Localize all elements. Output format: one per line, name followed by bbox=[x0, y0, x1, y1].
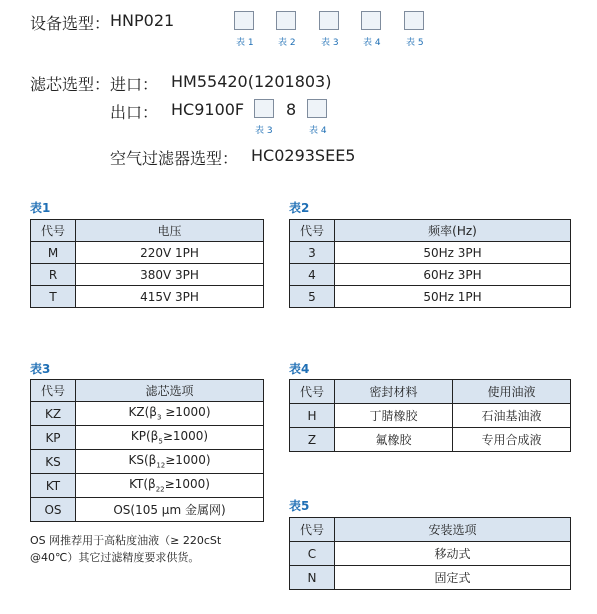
table2-box-label: 表 2 bbox=[278, 38, 296, 48]
value-cell: $KT(\beta_{22}\ge 1000)$ bbox=[76, 474, 264, 498]
table5-title: 表5 bbox=[289, 499, 310, 513]
value-cell: 专用合成液 bbox=[453, 428, 571, 452]
table-row bbox=[31, 450, 264, 474]
table-row bbox=[290, 566, 571, 590]
header-frequency: 频率(Hz) bbox=[335, 220, 571, 242]
table1-box-label: 表 1 bbox=[236, 38, 254, 48]
code-cell: T bbox=[31, 286, 76, 308]
value-cell: 石油基油液 bbox=[453, 404, 571, 428]
air-filter-model: HC0293SEE5 bbox=[251, 146, 356, 165]
code-cell: C bbox=[290, 542, 335, 566]
table3-note bbox=[30, 532, 221, 566]
table-row bbox=[290, 404, 571, 428]
code-cell: KS bbox=[31, 450, 76, 474]
filter-selection-label: 滤芯选型： bbox=[30, 75, 111, 94]
outlet-table4-box-label: 表 4 bbox=[309, 126, 327, 136]
table-row bbox=[290, 242, 571, 264]
table5-installation bbox=[289, 517, 571, 590]
value-cell: 60Hz 3PH bbox=[335, 264, 571, 286]
code-cell: 3 bbox=[290, 242, 335, 264]
value-cell: 丁腈橡胶 bbox=[335, 404, 453, 428]
value-cell: 固定式 bbox=[335, 566, 571, 590]
table4-option-box[interactable] bbox=[361, 11, 381, 30]
outlet-model: HC9100F bbox=[171, 100, 245, 119]
air-filter-label: 空气过滤器选型： bbox=[110, 149, 239, 168]
outlet-table3-box-label: 表 3 bbox=[255, 126, 273, 136]
header-install-option: 安装选项 bbox=[335, 518, 571, 542]
code-cell: N bbox=[290, 566, 335, 590]
value-cell: 50Hz 1PH bbox=[335, 286, 571, 308]
code-cell: M bbox=[31, 242, 76, 264]
table1-option-box[interactable] bbox=[234, 11, 254, 30]
table-row bbox=[31, 474, 264, 498]
table-header-row bbox=[290, 380, 571, 404]
value-cell: 氟橡胶 bbox=[335, 428, 453, 452]
table-header-row bbox=[31, 380, 264, 402]
table2-title: 表2 bbox=[289, 201, 310, 215]
table4-box-label: 表 4 bbox=[363, 38, 381, 48]
outlet-table4-box[interactable] bbox=[307, 99, 327, 118]
inlet-model: HM55420(1201803) bbox=[171, 72, 332, 91]
outlet-label: 出口： bbox=[110, 103, 159, 122]
code-cell: H bbox=[290, 404, 335, 428]
table1-voltage bbox=[30, 219, 264, 308]
header-seal-material: 密封材料 bbox=[335, 380, 453, 404]
value-cell: 415V 3PH bbox=[76, 286, 264, 308]
table5-box-label: 表 5 bbox=[406, 38, 424, 48]
code-cell: 5 bbox=[290, 286, 335, 308]
value-cell: 移动式 bbox=[335, 542, 571, 566]
value-cell: $KZ(\beta_3 \ge 1000)$ bbox=[76, 402, 264, 426]
code-cell: KT bbox=[31, 474, 76, 498]
code-cell: KZ bbox=[31, 402, 76, 426]
table3-option-box[interactable] bbox=[319, 11, 339, 30]
table5-option-box[interactable] bbox=[404, 11, 424, 30]
header-code: 代号 bbox=[290, 380, 335, 404]
code-cell: Z bbox=[290, 428, 335, 452]
value-cell: OS(105 μm 金属网) bbox=[76, 498, 264, 522]
outlet-table3-box[interactable] bbox=[254, 99, 274, 118]
header-oil: 使用油液 bbox=[453, 380, 571, 404]
table-header-row bbox=[31, 220, 264, 242]
outlet-mid-digit: 8 bbox=[286, 100, 297, 119]
table-row bbox=[31, 426, 264, 450]
table4-seal-material bbox=[289, 379, 571, 452]
table-row bbox=[290, 264, 571, 286]
table-row bbox=[31, 264, 264, 286]
table4-title: 表4 bbox=[289, 362, 310, 376]
device-selection-label: 设备选型： bbox=[30, 14, 111, 33]
value-cell: 380V 3PH bbox=[76, 264, 264, 286]
table-row bbox=[31, 402, 264, 426]
table2-option-box[interactable] bbox=[276, 11, 296, 30]
header-voltage: 电压 bbox=[76, 220, 264, 242]
note-line: OS 网推荐用于高粘度油液（≥ 220cSt bbox=[30, 534, 222, 547]
table3-box-label: 表 3 bbox=[321, 38, 339, 48]
table-row bbox=[31, 498, 264, 522]
table-row bbox=[290, 286, 571, 308]
table2-frequency bbox=[289, 219, 571, 308]
table-header-row bbox=[290, 518, 571, 542]
table-row bbox=[290, 428, 571, 452]
header-code: 代号 bbox=[31, 220, 76, 242]
header-code: 代号 bbox=[290, 220, 335, 242]
inlet-label: 进口： bbox=[110, 75, 159, 94]
value-cell: $KS(\beta_{12}\ge 1000)$ bbox=[76, 450, 264, 474]
device-model: HNP021 bbox=[110, 11, 175, 30]
table3-filter-options bbox=[30, 379, 264, 522]
code-cell: 4 bbox=[290, 264, 335, 286]
header-code: 代号 bbox=[290, 518, 335, 542]
header-code: 代号 bbox=[31, 380, 76, 402]
code-cell: R bbox=[31, 264, 76, 286]
table3-title: 表3 bbox=[30, 362, 51, 376]
value-cell: $KP(\beta_5\ge 1000)$ bbox=[76, 426, 264, 450]
code-cell: KP bbox=[31, 426, 76, 450]
code-cell: OS bbox=[31, 498, 76, 522]
table-row bbox=[31, 286, 264, 308]
note-line: @40℃）其它过滤精度要求供货。 bbox=[30, 551, 200, 564]
header-filter-option: 滤芯选项 bbox=[76, 380, 264, 402]
table-row bbox=[31, 242, 264, 264]
value-cell: 50Hz 3PH bbox=[335, 242, 571, 264]
table1-title: 表1 bbox=[30, 201, 51, 215]
table-header-row bbox=[290, 220, 571, 242]
value-cell: 220V 1PH bbox=[76, 242, 264, 264]
table-row bbox=[290, 542, 571, 566]
